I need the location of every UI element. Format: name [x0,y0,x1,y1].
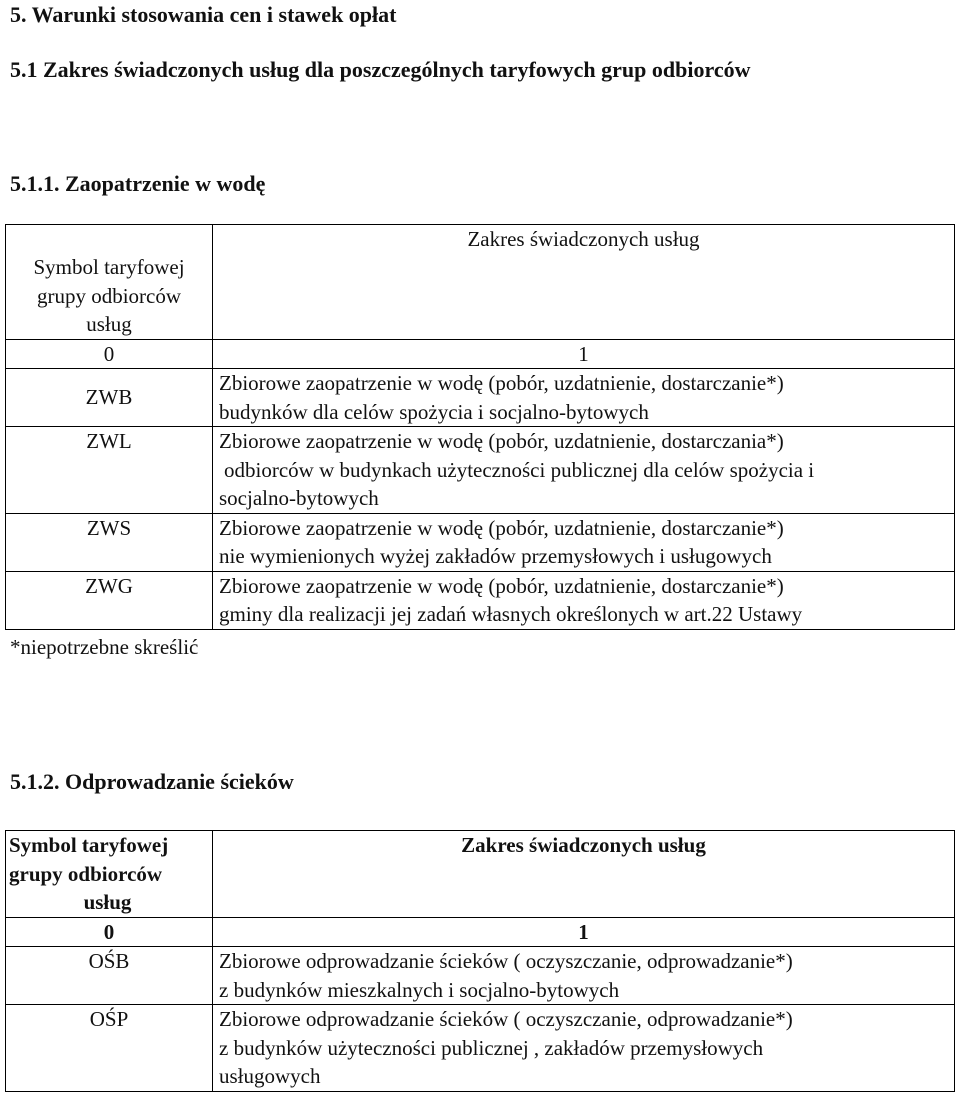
symbol-header-cell [6,225,213,340]
section-heading-5: 5. Warunki stosowania cen i stawek opłat [10,2,397,27]
group-symbol: ZWL [6,427,213,514]
scope-line: budynków dla celów spożycia i socjalno-bytowych [219,399,649,424]
scope-line: Zbiorowe odprowadzanie ścieków ( oczyszczanie, odprowadzanie*) [219,949,793,973]
group-symbol: ZWG [6,571,213,629]
table-row [6,1005,955,1092]
table-header-row [6,225,955,340]
index-row [6,917,955,947]
scope-cell [213,427,955,514]
index-cell: 1 [213,339,955,369]
index-cell: 0 [6,917,213,947]
table-row [6,369,955,427]
scope-line: z budynków mieszkalnych i socjalno-bytowych [219,977,620,1002]
symbol-header-line: Symbol taryfowej [9,833,169,857]
scope-header-cell [213,225,955,340]
table-header-row [6,831,955,918]
scope-cell [213,369,955,427]
scope-line: nie wymienionych wyżej zakładów przemysłowych i usługowych [219,544,772,568]
symbol-header-line: usług [86,312,132,336]
scope-cell [213,513,955,571]
scope-line: usługowych [219,1064,321,1088]
scope-line: socjalno-bytowych [219,486,379,510]
symbol-header-cell [6,831,213,918]
index-cell: 1 [213,917,955,947]
table-row [6,571,955,629]
footnote: *niepotrzebne skreślić [10,635,199,659]
scope-cell [213,571,955,629]
scope-header-label: Zakres świadczonych usług [461,833,706,857]
table-row [6,513,955,571]
section-heading-5-1-1: 5.1.1. Zaopatrzenie w wodę [10,171,266,196]
section-heading-5-1-2: 5.1.2. Odprowadzanie ścieków [10,769,294,794]
scope-line: Zbiorowe zaopatrzenie w wodę (pobór, uzdatnienie, dostarczania*) [219,429,784,453]
table-row [6,947,955,1005]
symbol-header-line: grupy odbiorców [9,861,163,886]
group-symbol: ZWS [6,513,213,571]
scope-line: gminy dla realizacji jej zadań własnych określonych w art.22 Ustawy [219,602,803,626]
scope-cell [213,1005,955,1092]
scope-line: odbiorców w budynkach użyteczności publicznej dla celów spożycia i [224,457,815,482]
section-heading-5-1: 5.1 Zakres świadczonych usług dla poszczególnych taryfowych grup odbiorców [10,57,751,82]
scope-line: Zbiorowe zaopatrzenie w wodę (pobór, uzdatnienie, dostarczanie*) [219,515,784,540]
symbol-header-line: usług [83,890,132,914]
scope-line: z budynków użyteczności publicznej , zakładów przemysłowych [219,1035,764,1060]
scope-line: Zbiorowe zaopatrzenie w wodę (pobór, uzdatnienie, dostarczanie*) [219,573,784,598]
symbol-header-line: Symbol taryfowej [33,255,185,279]
scope-line: Zbiorowe zaopatrzenie w wodę (pobór, uzdatnienie, dostarczanie*) [219,371,784,395]
symbol-header-line: grupy odbiorców [36,283,182,308]
index-row [6,339,955,369]
water-supply-table [5,224,955,630]
group-symbol: ZWB [6,369,213,427]
scope-line: Zbiorowe odprowadzanie ścieków ( oczyszczanie, odprowadzanie*) [219,1007,793,1031]
group-symbol: OŚB [6,947,213,1005]
scope-header-label: Zakres świadczonych usług [467,227,700,251]
table-row [6,427,955,514]
scope-cell [213,947,955,1005]
index-cell: 0 [6,339,213,369]
scope-header-cell [213,831,955,918]
group-symbol: OŚP [6,1005,213,1092]
sewage-table [5,830,955,1092]
